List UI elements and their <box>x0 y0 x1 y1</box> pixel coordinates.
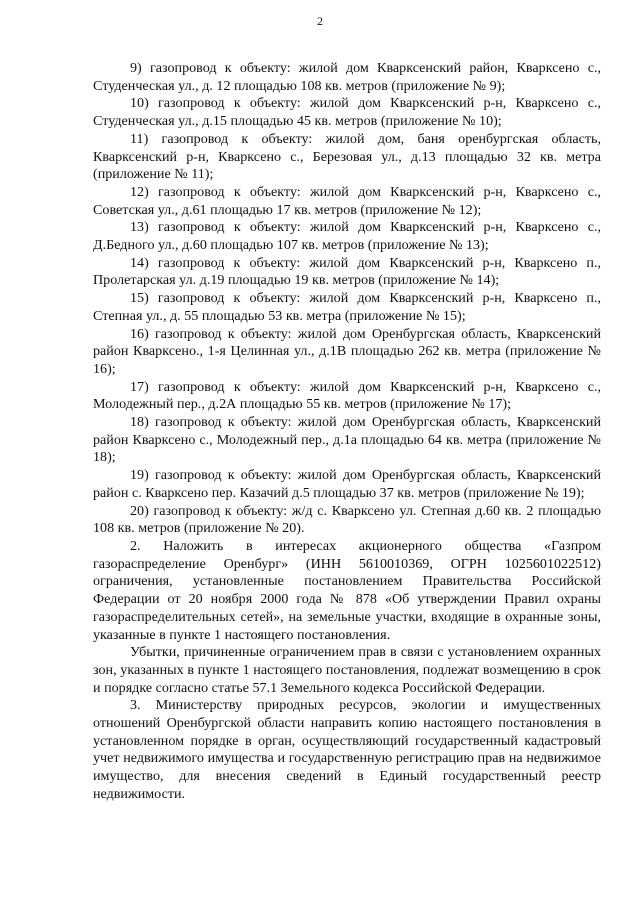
list-item-15: 15) газопровод к объекту: жилой дом Кварксенский р-н, Кварксено п., Степная ул., д. 55 площадью 53 кв. метра (приложение № 15); <box>93 290 601 324</box>
list-item-19: 19) газопровод к объекту: жилой дом Оренбургская область, Кварксенский район с. Кварксено пер. Казачий д.5 площадью 37 кв. метров (приложение № 19); <box>93 467 601 501</box>
list-item-18: 18) газопровод к объекту: жилой дом Оренбургская область, Кварксенский район Кварксено с., Молодежный пер., д.1а площадью 64 кв. метра (приложение № 18); <box>93 414 601 466</box>
page-number: 2 <box>317 14 323 28</box>
list-item-9: 9) газопровод к объекту: жилой дом Кварксенский район, Кварксено с., Студенческая ул., д. 12 площадью 108 кв. метров (приложение № 9); <box>93 60 601 94</box>
list-item-11: 11) газопровод к объекту: жилой дом, баня оренбургская область, Кварксенский р-н, Кварксено с., Березовая ул., д.13 площадью 32 кв. метра (приложение № 11); <box>93 130 601 183</box>
clause-2-compensation: Убытки, причиненные ограничением прав в связи с установлением охранных зон, указанных в пункте 1 настоящего постановления, подлежат возмещению в срок и порядке согласно статье 57.1 Земельного кодекса Российской Федерации. <box>93 644 601 696</box>
list-item-16: 16) газопровод к объекту: жилой дом Оренбургская область, Кварксенский район Кварксено., 1-я Целинная ул., д.1В площадью 262 кв. метра (приложение № 16); <box>93 325 601 377</box>
list-item-10: 10) газопровод к объекту: жилой дом Кварксенский р-н, Кварксено с., Студенческая ул., д.15 площадью 45 кв. метров (приложение № 10); <box>93 95 601 130</box>
list-item-12: 12) газопровод к объекту: жилой дом Кварксенский р-н, Кварксено с., Советская ул., д.61 площадью 17 кв. метров (приложение № 12); <box>93 183 601 218</box>
list-item-14: 14) газопровод к объекту: жилой дом Кварксенский р-н, Кварксено п., Пролетарская ул. д.19 площадью 19 кв. метров (приложение № 14); <box>93 254 601 289</box>
list-item-17: 17) газопровод к объекту: жилой дом Кварксенский р-н, Кварксено с., Молодежный пер., д.2А площадью 55 кв. метров (приложение № 17); <box>93 378 601 413</box>
list-item-20: 20) газопровод к объекту: ж/д с. Кварксено ул. Степная д.60 кв. 2 площадью 108 кв. метров (приложение № 20). <box>93 502 601 537</box>
clause-2: 2. Наложить в интересах акционерного общества «Газпром газораспределение Оренбург» (ИНН 5610010369, ОГРН 1025601022512) ограничения, установленные постановлением Правительства Российской Федерации от 20 ноября 2000 года № 878 «Об утверждении Правил охраны газораспределительных сетей», на земельные участки, входящие в охранные зоны, указанные в пункте 1 настоящего постановления. <box>93 537 601 643</box>
document-body <box>93 60 601 804</box>
list-item-13: 13) газопровод к объекту: жилой дом Кварксенский р-н, Кварксено с., Д.Бедного ул., д.60 площадью 107 кв. метров (приложение № 13); <box>93 219 601 254</box>
clause-3: 3. Министерству природных ресурсов, экологии и имущественных отношений Оренбургской области направить копию настоящего постановления в установленном порядке в орган, осуществляющий государственный кадастровый учет недвижимого имущества и государственную регистрацию прав на недвижимое имущество, для внесения сведений в Единый государственный реестр недвижимости. <box>93 697 601 802</box>
